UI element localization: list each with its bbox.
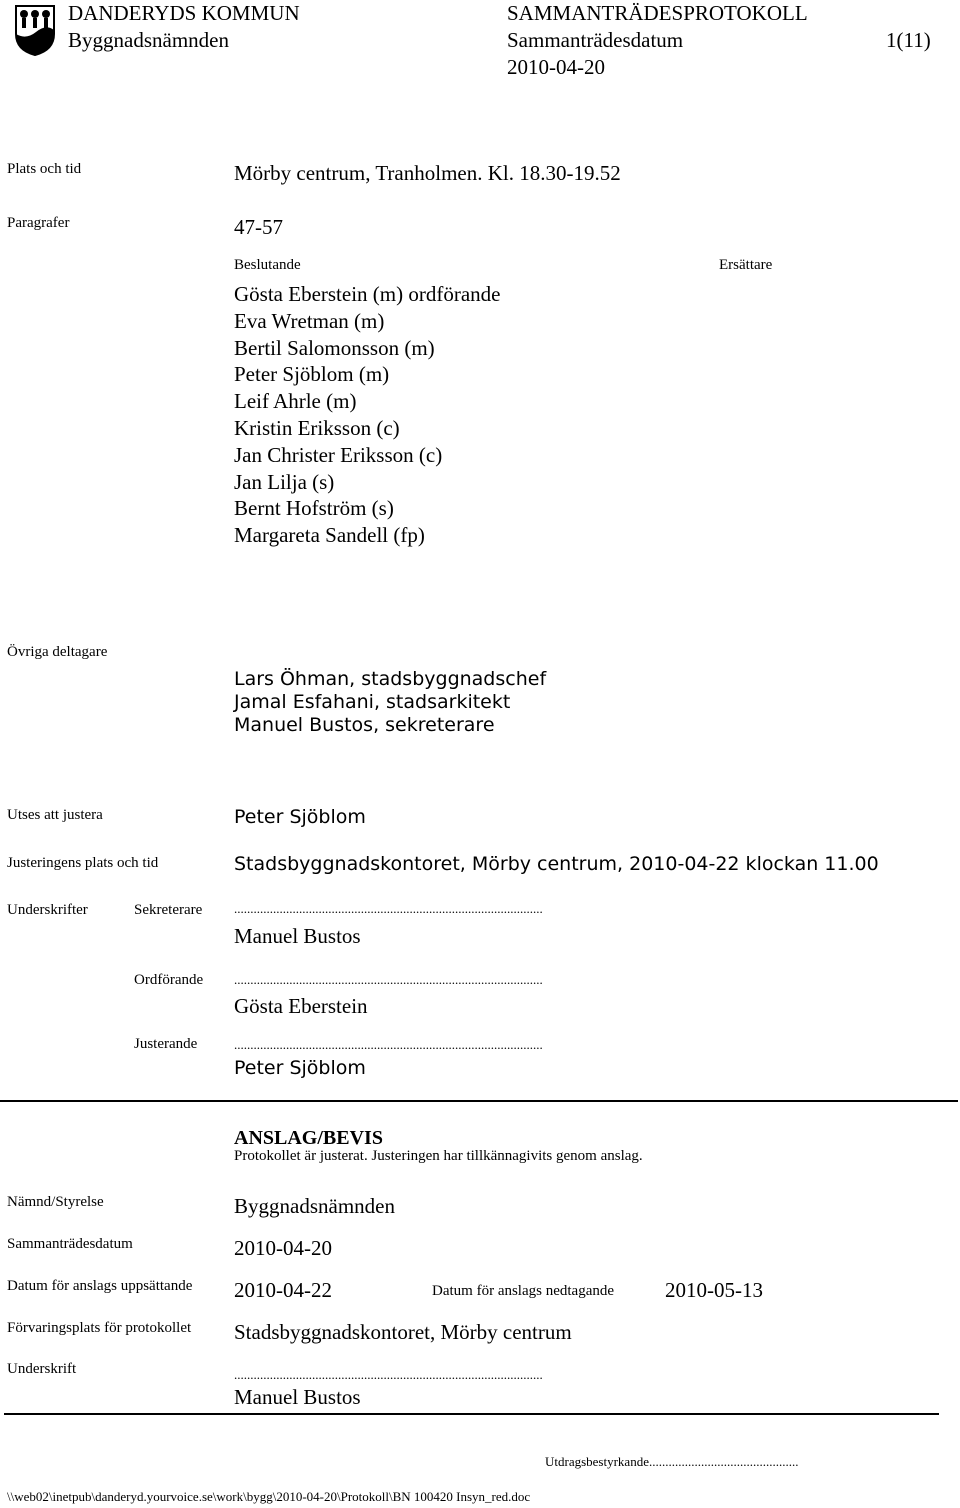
- signature-name: Gösta Eberstein: [234, 994, 368, 1018]
- signature-role: Sekreterare: [134, 902, 203, 918]
- deciding-member: Jan Christer Eriksson (c): [234, 442, 443, 467]
- sign-line: ...............................................................................................: [234, 1367, 543, 1382]
- adjust-place-value: Stadsbyggnadskontoret, Mörby centrum, 2010-04-22 klockan 11.00: [234, 853, 879, 875]
- file-path: \\web02\inetpub\danderyd.yourvoice.se\work\bygg\2010-04-20\Protokoll\BN 100420 Insyn_red.doc: [7, 1489, 531, 1504]
- other-participant: Manuel Bustos, sekreterare: [234, 714, 495, 736]
- others-label: Övriga deltagare: [7, 644, 108, 660]
- meeting-date: 2010-04-20: [507, 55, 605, 79]
- substitutes-label: Ersättare: [719, 257, 773, 273]
- section-divider: [0, 1100, 958, 1102]
- place-value: Mörby centrum, Tranholmen. Kl. 18.30-19.52: [234, 161, 621, 185]
- document-type: SAMMANTRÄDESPROTOKOLL: [507, 1, 808, 25]
- adjuster-label: Utses att justera: [7, 807, 103, 823]
- others-list: [234, 668, 546, 737]
- removed-label: Datum för anslags nedtagande: [432, 1283, 615, 1299]
- deciding-member: Gösta Eberstein (m) ordförande: [234, 282, 501, 306]
- notice-date-value: 2010-04-20: [234, 1236, 332, 1260]
- paragraphs-label: Paragrafer: [7, 215, 70, 231]
- municipality-name: DANDERYDS KOMMUN: [68, 1, 300, 25]
- adjust-place-label: Justeringens plats och tid: [7, 855, 159, 871]
- deciding-member: Peter Sjöblom (m): [234, 362, 390, 387]
- danderyd-crest-icon: [14, 4, 56, 56]
- adjuster-value: Peter Sjöblom: [234, 806, 366, 828]
- deciding-member: Kristin Eriksson (c): [234, 415, 400, 440]
- posted-label: Datum för anslags uppsättande: [7, 1278, 193, 1294]
- notice-bottom-divider: [4, 1413, 939, 1415]
- signature-name: Peter Sjöblom: [234, 1057, 366, 1079]
- notice-title: ANSLAG/BEVIS: [234, 1127, 383, 1149]
- signature-name: Manuel Bustos: [234, 924, 361, 948]
- signature-line: ...............................................................................................: [234, 901, 543, 916]
- sign-label: Underskrift: [7, 1361, 77, 1377]
- place-label: Plats och tid: [7, 161, 82, 177]
- certify-line: Utdragsbestyrkande..............................................: [545, 1454, 799, 1469]
- deciding-member: Bernt Hofström (s): [234, 496, 394, 521]
- paragraphs-value: 47-57: [234, 215, 283, 239]
- deciding-list: [234, 281, 501, 549]
- signatures-label: Underskrifter: [7, 902, 88, 918]
- posted-value: 2010-04-22: [234, 1278, 332, 1302]
- deciding-member: Eva Wretman (m): [234, 308, 385, 333]
- signature-line: ...............................................................................................: [234, 972, 543, 987]
- page-number: 1(11): [886, 28, 931, 52]
- meeting-date-label: Sammanträdesdatum: [507, 28, 684, 52]
- signature-role: Justerande: [134, 1036, 198, 1052]
- other-participant: Lars Öhman, stadsbyggnadschef: [234, 668, 547, 690]
- other-participant: Jamal Esfahani, stadsarkitekt: [234, 691, 511, 713]
- signature-line: ...............................................................................................: [234, 1037, 543, 1052]
- board-label: Nämnd/Styrelse: [7, 1194, 104, 1210]
- board-value: Byggnadsnämnden: [234, 1194, 395, 1218]
- notice-subtitle: Protokollet är justerat. Justeringen har tillkännagivits genom anslag.: [234, 1148, 643, 1164]
- sign-name: Manuel Bustos: [234, 1385, 361, 1409]
- committee-name: Byggnadsnämnden: [68, 28, 229, 52]
- removed-value: 2010-05-13: [665, 1278, 763, 1302]
- storage-value: Stadsbyggnadskontoret, Mörby centrum: [234, 1320, 572, 1344]
- deciding-label: Beslutande: [234, 257, 301, 273]
- storage-label: Förvaringsplats för protokollet: [7, 1320, 192, 1336]
- deciding-member: Margareta Sandell (fp): [234, 523, 425, 548]
- deciding-member: Bertil Salomonsson (m): [234, 335, 435, 360]
- deciding-member: Jan Lilja (s): [234, 469, 335, 494]
- signature-role: Ordförande: [134, 972, 204, 988]
- deciding-member: Leif Ahrle (m): [234, 389, 357, 414]
- notice-date-label: Sammanträdesdatum: [7, 1236, 133, 1252]
